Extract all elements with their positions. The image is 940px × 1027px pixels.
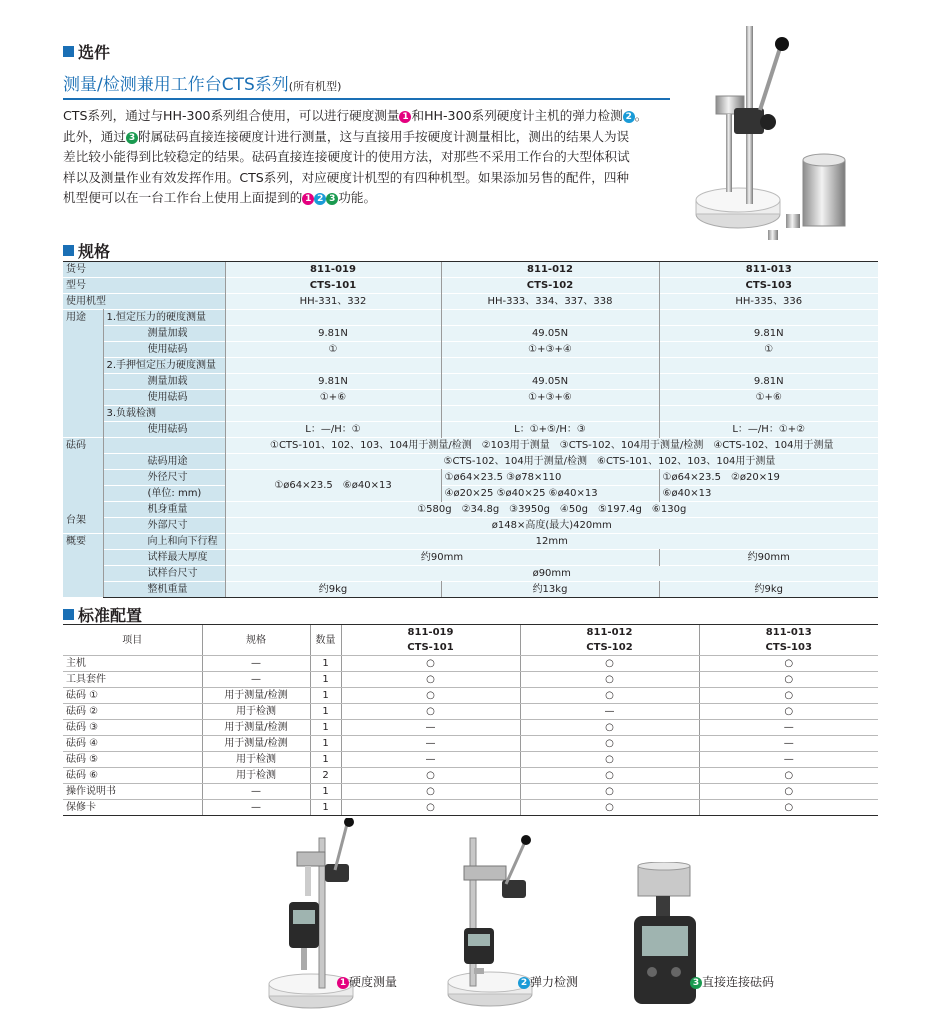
table-row: 2.手押恒定压力硬度测量 xyxy=(63,358,878,374)
table-row: 测量加载 9.81N 49.05N 9.81N xyxy=(63,326,878,342)
table-row: 砝码 ① 用于测量/检测 1 ○ ○ ○ xyxy=(63,688,878,704)
table-row: 砝码 ④ 用于测量/检测 1 — ○ — xyxy=(63,736,878,752)
mark-2-icon: 2 xyxy=(518,977,530,989)
table-row: 保修卡 — 1 ○ ○ ○ xyxy=(63,800,878,816)
table-row: 货号 811-019 811-012 811-013 xyxy=(63,262,878,278)
mark-3-icon: 3 xyxy=(690,977,702,989)
table-row: 机身重量 ①580g ②34.8g ③3950g ④50g ⑤197.4g ⑥130g xyxy=(63,502,878,518)
square-bullet-icon xyxy=(63,245,74,256)
stand-label: 台架 xyxy=(66,515,86,526)
mark-2-icon: 2 xyxy=(314,193,326,205)
mark-3-icon: 3 xyxy=(126,132,138,144)
table-row: 砝码 ③ 用于测量/检测 1 — ○ — xyxy=(63,720,878,736)
intro-paragraph: CTS系列，通过与HH-300系列组合使用，可以进行硬度测量 1 和HH-300系列硬度计主机的弹力检测 2 。 此外，通过 3 附属砝码直接连接硬度计进行测量，这与直接用手按硬度计测量相比，测出的结果人为误 差比较小能得到比较稳定的结果。砝码直接连接硬度计的使用方法，对那些不采用工作台的大型体积试 样以及测量作业有效发挥作用。CTS系列，对应硬度计机型的有四种机型。如果添加另售的配件，四种 机型便可以在一台工作台上使用上面提到的 1 2 3 功能。 xyxy=(63,108,648,206)
mark-3-icon: 3 xyxy=(326,193,338,205)
table-row: 用途 1.恒定压力的硬度测量 xyxy=(63,310,878,326)
table-row: 砝码用途 ⑤CTS-102、104用于测量/检测 ⑥CTS-101、102、103、104用于测量 xyxy=(63,454,878,470)
table-row: 外径尺寸 ①ø64×23.5 ⑥ø40×13 ①ø64×23.5 ③ø78×110 ①ø64×23.5 ②ø20×19 xyxy=(63,470,878,486)
cts-stand-illustration xyxy=(690,10,870,240)
table-row: 试样最大厚度 约90mm 约90mm xyxy=(63,550,878,566)
spec-table xyxy=(63,261,878,598)
table-row: 使用砝码 ①+⑥ ①+③+⑥ ①+⑥ xyxy=(63,390,878,406)
table-row: 使用砝码 ① ①+③+④ ① xyxy=(63,342,878,358)
caption-hardness: 1 硬度测量 xyxy=(337,973,397,990)
table-row: 测量加载 9.81N 49.05N 9.81N xyxy=(63,374,878,390)
table-row: 外部尺寸 ø148×高度(最大)420mm xyxy=(63,518,878,534)
table-row: CTS-101 CTS-102 CTS-103 xyxy=(63,640,878,656)
table-row: (单位: mm) ④ø20×25 ⑤ø40×25 ⑥ø40×13 ⑥ø40×13 xyxy=(63,486,878,502)
table-row: 试样台尺寸 ø90mm xyxy=(63,566,878,582)
section-heading-selection: 选件 xyxy=(63,40,110,63)
table-row: 砝码 ⑥ 用于检测 2 ○ ○ ○ xyxy=(63,768,878,784)
table-row: 整机重量 约9kg 约13kg 约9kg xyxy=(63,582,878,598)
caption-spring: 2 弹力检测 xyxy=(518,973,578,990)
table-row: 概要 向上和向下行程 12mm xyxy=(63,534,878,550)
table-row: 项目 规格 数量 811-019 811-012 811-013 xyxy=(63,625,878,641)
config-table xyxy=(63,624,878,816)
table-row: 型号 CTS-101 CTS-102 CTS-103 xyxy=(63,278,878,294)
section-heading-config: 标准配置 xyxy=(63,603,142,626)
table-row: 砝码 ①CTS-101、102、103、104用于测量/检测 ②103用于测量 ③CTS-102、104用于测量/检测 ④CTS-102、104用于测量 xyxy=(63,438,878,454)
mark-1-icon: 1 xyxy=(302,193,314,205)
table-row: 工具套件 — 1 ○ ○ ○ xyxy=(63,672,878,688)
product-subtitle: 测量/检测兼用工作台CTS系列(所有机型) xyxy=(63,75,342,95)
mark-1-icon: 1 xyxy=(337,977,349,989)
table-row: 操作说明书 — 1 ○ ○ ○ xyxy=(63,784,878,800)
table-row: 砝码 ⑤ 用于检测 1 — ○ — xyxy=(63,752,878,768)
section-heading-spec: 规格 xyxy=(63,239,110,262)
square-bullet-icon xyxy=(63,46,74,57)
table-row: 砝码 ② 用于检测 1 ○ — ○ xyxy=(63,704,878,720)
table-row: 3.负载检测 xyxy=(63,406,878,422)
mark-1-icon: 1 xyxy=(399,111,411,123)
caption-direct-weight: 3 直接连接砝码 xyxy=(690,973,774,990)
table-row: 主机 — 1 ○ ○ ○ xyxy=(63,656,878,672)
table-row: 使用机型 HH-331、332 HH-333、334、337、338 HH-335、336 xyxy=(63,294,878,310)
subtitle-underline xyxy=(63,98,670,100)
mark-2-icon: 2 xyxy=(623,111,635,123)
square-bullet-icon xyxy=(63,609,74,620)
table-row: 使用砝码 L：—/H：① L：①+⑤/H：③ L：—/H：①+② xyxy=(63,422,878,438)
